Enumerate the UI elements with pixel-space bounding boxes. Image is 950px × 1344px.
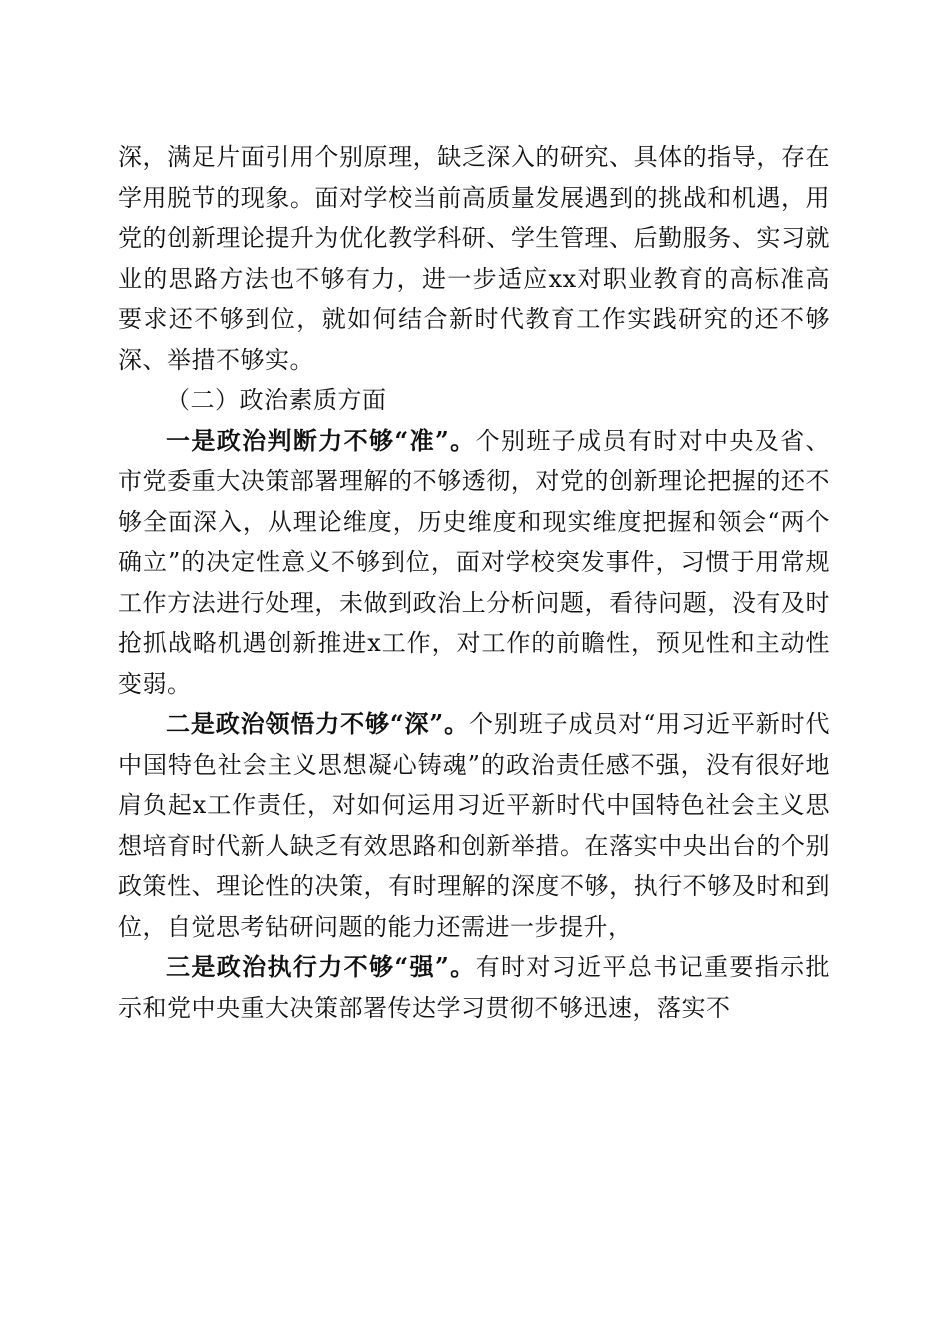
paragraph-continuation: 深，满足片面引用个别原理，缺乏深入的研究、具体的指导，存在学用脱节的现象。面对学校当前高质量发展遇到的挑战和机遇，用党的创新理论提升为优化教学科研、学生管理、后勤服务、实习就业的思路方法也不够有力，进一步适应xx对职业教育的高标准高要求还不够到位，就如何结合新时代教育工作实践研究的还不够深、举措不够实。 <box>118 143 830 374</box>
paragraph-political-judgment <box>118 421 830 705</box>
paragraph-body: 个别班子成员对“用习近平新时代中国特色社会主义思想凝心铸魂”的政治责任感不强，没有很好地肩负起x工作责任，对如何运用习近平新时代中国特色社会主义思想培育时代新人缺乏有效思路和创新举措。在落实中央出台的个别政策性、理论性的决策，有时理解的深度不够，执行不够及时和到位，自觉思考钻研问题的能力还需进一步提升， <box>118 710 830 941</box>
paragraph-political-execution <box>118 947 830 1028</box>
document-body <box>118 137 830 1028</box>
paragraph-body: 个别班子成员有时对中央及省、市党委重大决策部署理解的不够透彻，对党的创新理论把握的还不够全面深入，从理论维度，历史维度和现实维度把握和领会“两个确立”的决定性意义不够到位，面对学校突发事件，习惯于用常规工作方法进行处理，未做到政治上分析问题，看待问题，没有及时抢抓战略机遇创新推进x工作，对工作的前瞻性，预见性和主动性变弱。 <box>118 426 831 698</box>
paragraph-body: 有时对习近平总书记重要指示批示和党中央重大决策部署传达学习贯彻不够迅速，落实不 <box>118 953 831 1022</box>
paragraph-lead: 三是政治执行力不够“强”。 <box>166 952 476 981</box>
section-heading: （二）政治素质方面 <box>166 386 387 414</box>
paragraph-lead: 二是政治领悟力不够“深”。 <box>166 709 469 738</box>
paragraph-political-comprehension <box>118 704 830 947</box>
paragraph-lead: 一是政治判断力不够“准”。 <box>166 425 476 455</box>
